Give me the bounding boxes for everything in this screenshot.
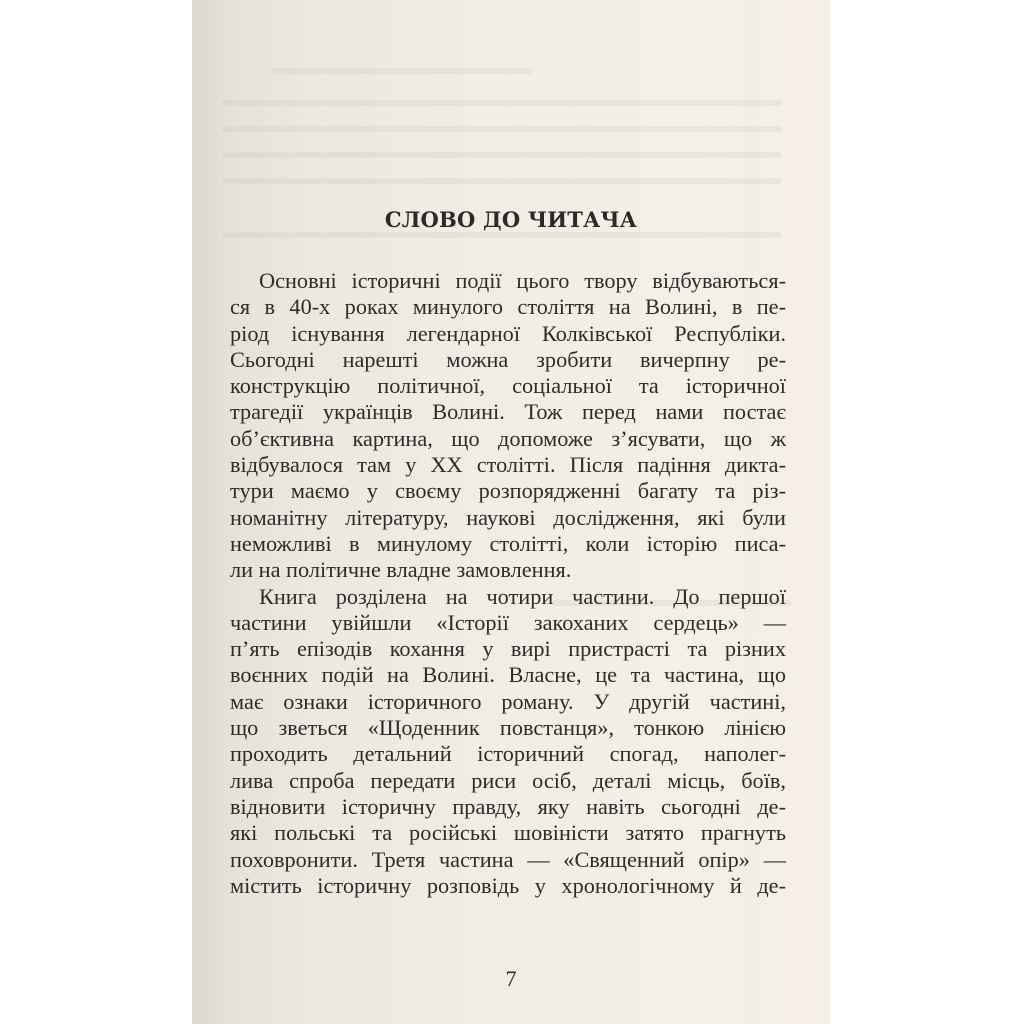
bleed-through-line [222, 152, 782, 158]
page-number: 7 [505, 966, 517, 991]
text-line: проходить детальний історичний спогад, наполег- [230, 741, 786, 767]
text-line: об’єктивна картина, що допоможе з’ясувати, що ж [230, 425, 786, 451]
text-line: неможливі в минулому столітті, коли історію писа- [230, 530, 786, 556]
bleed-through-line [272, 68, 532, 74]
bleed-through-line [222, 178, 782, 184]
text-line: Основні історичні події цього твору відбуваються- [259, 268, 786, 293]
text-line: п’ять епізодів кохання у вирі пристрасті та різних [230, 636, 786, 662]
text-line: що зветься «Щоденник повстанця», тонкою лінією [230, 715, 786, 741]
text-line: ли на політичне владне замовлення. [230, 557, 572, 583]
text-line: конструкцію політичної, соціальної та історичної [230, 373, 786, 399]
bleed-through-line [222, 100, 782, 106]
text-line: відновити історичну правду, яку навіть сьогодні де- [230, 793, 786, 819]
text-line: номанітну літературу, наукові дослідження, які були [230, 504, 786, 530]
text-line: містить історичну розповідь у хронологічному й де- [230, 872, 786, 898]
chapter-title: СЛОВО ДО ЧИТАЧА [384, 207, 638, 232]
book-page [192, 0, 830, 1024]
bleed-through-line [222, 126, 782, 132]
text-line: воєнних подій на Волині. Власне, це та частина, що [230, 662, 786, 688]
bleed-through-line [222, 232, 782, 238]
text-line: частини увійшли «Історії закоханих сердець» — [230, 609, 786, 635]
text-line: трагедії українців Волині. Тож перед нами постає [230, 399, 786, 425]
paragraph-2 [230, 584, 786, 900]
text-line: Книга розділена на чотири частини. До першої [259, 583, 786, 609]
text-line: ся в 40-х роках минулого століття на Волині, в пе- [230, 294, 786, 320]
body-text [230, 268, 786, 899]
text-line: має ознаки історичного роману. У другій частині, [230, 688, 786, 714]
text-line: відбувалося там у ХХ столітті. Після падіння дикта- [230, 452, 786, 478]
text-line: лива спроба передати риси осіб, деталі місць, боїв, [230, 767, 786, 793]
text-line: ріод існування легендарної Колківської Республіки. [230, 320, 786, 346]
text-line: поховронити. Третя частина — «Священний опір» — [230, 846, 786, 872]
text-line: Сьогодні нарешті можна зробити вичерпну ре- [230, 346, 786, 372]
text-line: тури маємо у своєму розпорядженні багату та різ- [230, 478, 786, 504]
paragraph-1 [230, 268, 786, 584]
text-line: які польські та російські шовіністи затято прагнуть [230, 820, 786, 846]
